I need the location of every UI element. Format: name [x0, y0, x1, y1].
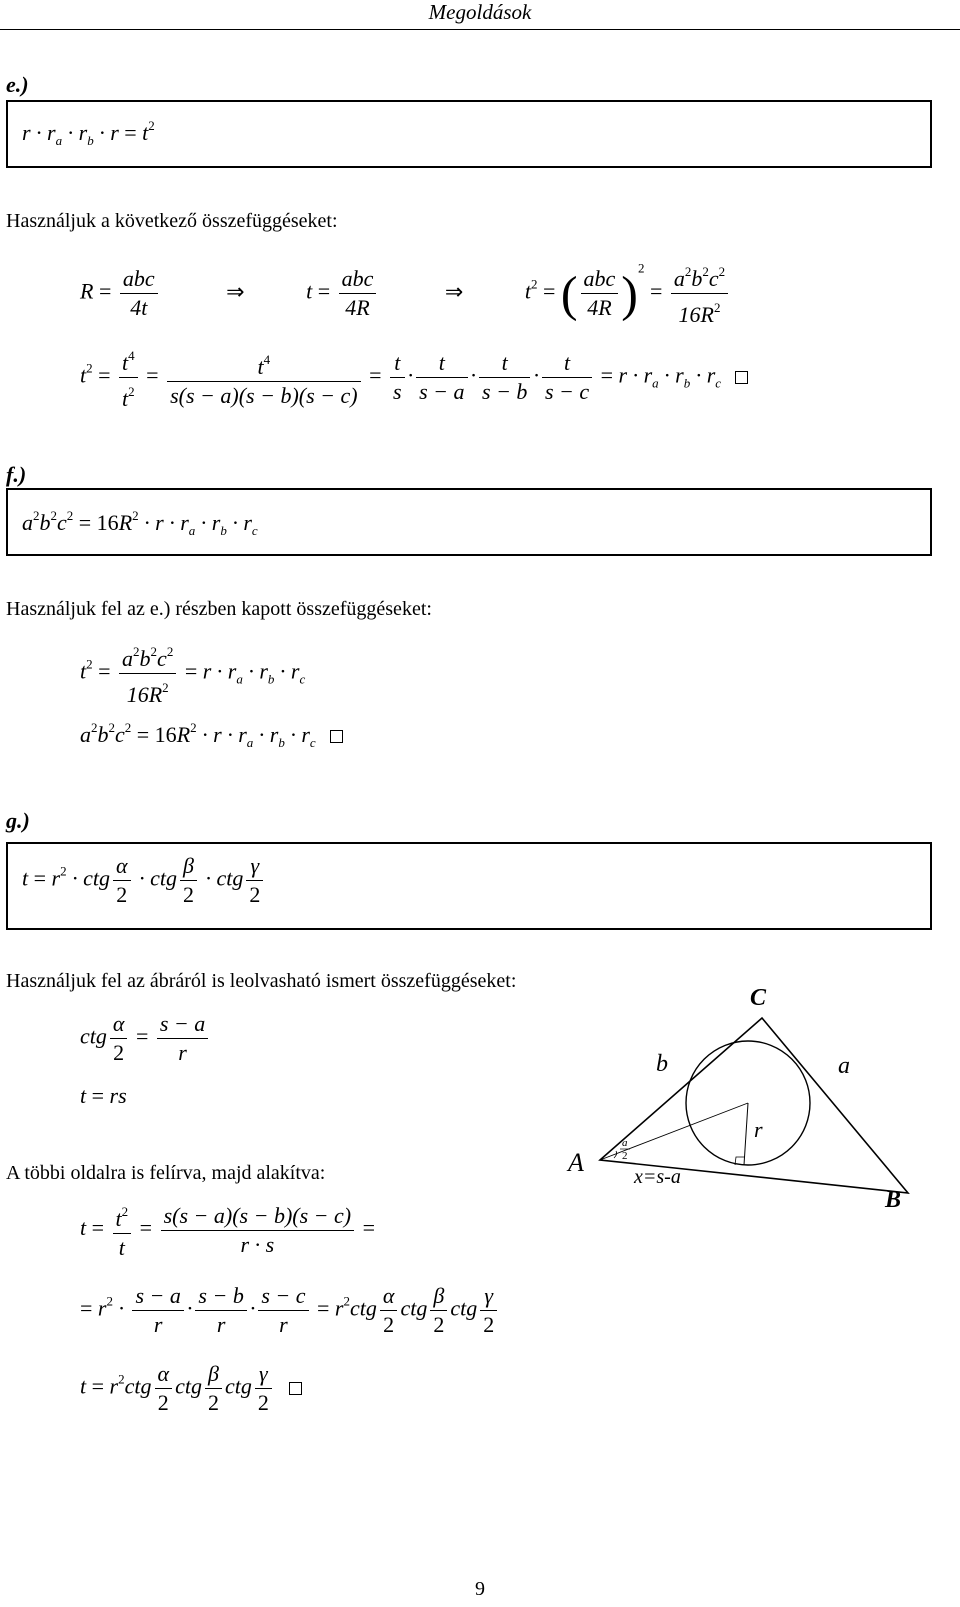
formula-g-2: t = rs	[80, 1083, 127, 1108]
header-rule	[0, 29, 960, 30]
qed-mark	[289, 1382, 302, 1395]
page-number: 9	[475, 1578, 485, 1600]
side-b-label: b	[656, 1051, 668, 1077]
formula-e-2: $t^2$ = $\frac{t^4}{t^2}$ = $\frac{t^4}{s(s - a)(s - b)(s - c)}$ = $\frac{t}{s}$ · $\frac{t}{s - a}$ · $\frac{t}{s - b}$ · $\frac{t}{s - c}$ = $r \cdot r_a \cdot r_b \cdot r_c$	[80, 342, 748, 413]
radius-label: r	[754, 1117, 763, 1142]
qed-mark	[330, 730, 343, 743]
vertex-a-label: A	[568, 1148, 584, 1177]
statement-e: $r \cdot r_a \cdot r_b \cdot r = t^2$	[22, 118, 155, 148]
vertex-b-label: B	[885, 1187, 902, 1213]
section-g-label: g.)	[6, 808, 30, 833]
page-header: Megoldások	[428, 0, 532, 24]
tangent-segment-label: x=s-a	[634, 1166, 681, 1188]
incircle-figure	[530, 975, 930, 1225]
section-e-text: Használjuk a következő összefüggéseket:	[6, 210, 338, 232]
section-f-text: Használjuk fel az e.) részben kapott összefüggéseket:	[6, 598, 432, 620]
formula-g-4: = $r^2$ · $\frac{s - a}{r}$ · $\frac{s - b}{r}$ · $\frac{s - c}{r}$ = $r^2ctg$ $\frac{\alpha}{2}$ ctg $\frac{\beta}{2}$ ctg $\frac{\gamma}{2}$	[80, 1282, 500, 1339]
section-e-label: e.)	[6, 72, 29, 97]
side-a-label: a	[838, 1053, 850, 1079]
formula-g-1: ctg $\frac{\alpha}{2}$ = $\frac{s - a}{r}$	[80, 1010, 211, 1067]
radius-segment	[744, 1103, 748, 1165]
half-angle-numerator: a	[622, 1137, 628, 1149]
qed-mark	[735, 371, 748, 384]
section-f-label: f.)	[6, 462, 27, 487]
section-g-text-2: A többi oldalra is felírva, majd alakítva:	[6, 1162, 326, 1184]
formula-g-3: t = $\frac{t^2}{t}$ = $\frac{s(s - a)(s - b)(s - c)}{r \cdot s}$ =	[80, 1198, 375, 1262]
formula-f-2: $a^2b^2c^2 = 16R^2 \cdot r \cdot r_a \cdot r_b \cdot r_c$	[80, 720, 343, 751]
half-angle-denominator: 2	[622, 1150, 628, 1162]
formula-g-5: $t = r^2ctg$ $\frac{\alpha}{2}$ ctg $\frac{\beta}{2}$ ctg $\frac{\gamma}{2}$	[80, 1360, 302, 1417]
statement-g: $t = r^2$ · ctg $\frac{\alpha}{2}$ · ctg $\frac{\beta}{2}$ · ctg $\frac{\gamma}{2}$	[22, 852, 266, 909]
formula-e-1: R = $\frac{\text{abc}}{4t}$ ⇒ t = $\frac{\text{abc}}{4R}$ ⇒ $t^2$ = ( $\frac{\text{abc}}{4R}$ )$^2$ = $\frac{a^2b^2c^2}{16R^2}$	[80, 258, 731, 329]
vertex-c-label: C	[750, 985, 767, 1011]
formula-f-1: $t^2$ = $\frac{a^2b^2c^2}{16R^2}$ = $r \cdot r_a \cdot r_b \cdot r_c$	[80, 638, 305, 709]
statement-f: $a^2b^2c^2 = 16R^2 \cdot r \cdot r_a \cdot r_b \cdot r_c$	[22, 508, 258, 538]
section-g-text-1: Használjuk fel az ábráról is leolvasható ismert összefüggéseket:	[6, 970, 517, 992]
